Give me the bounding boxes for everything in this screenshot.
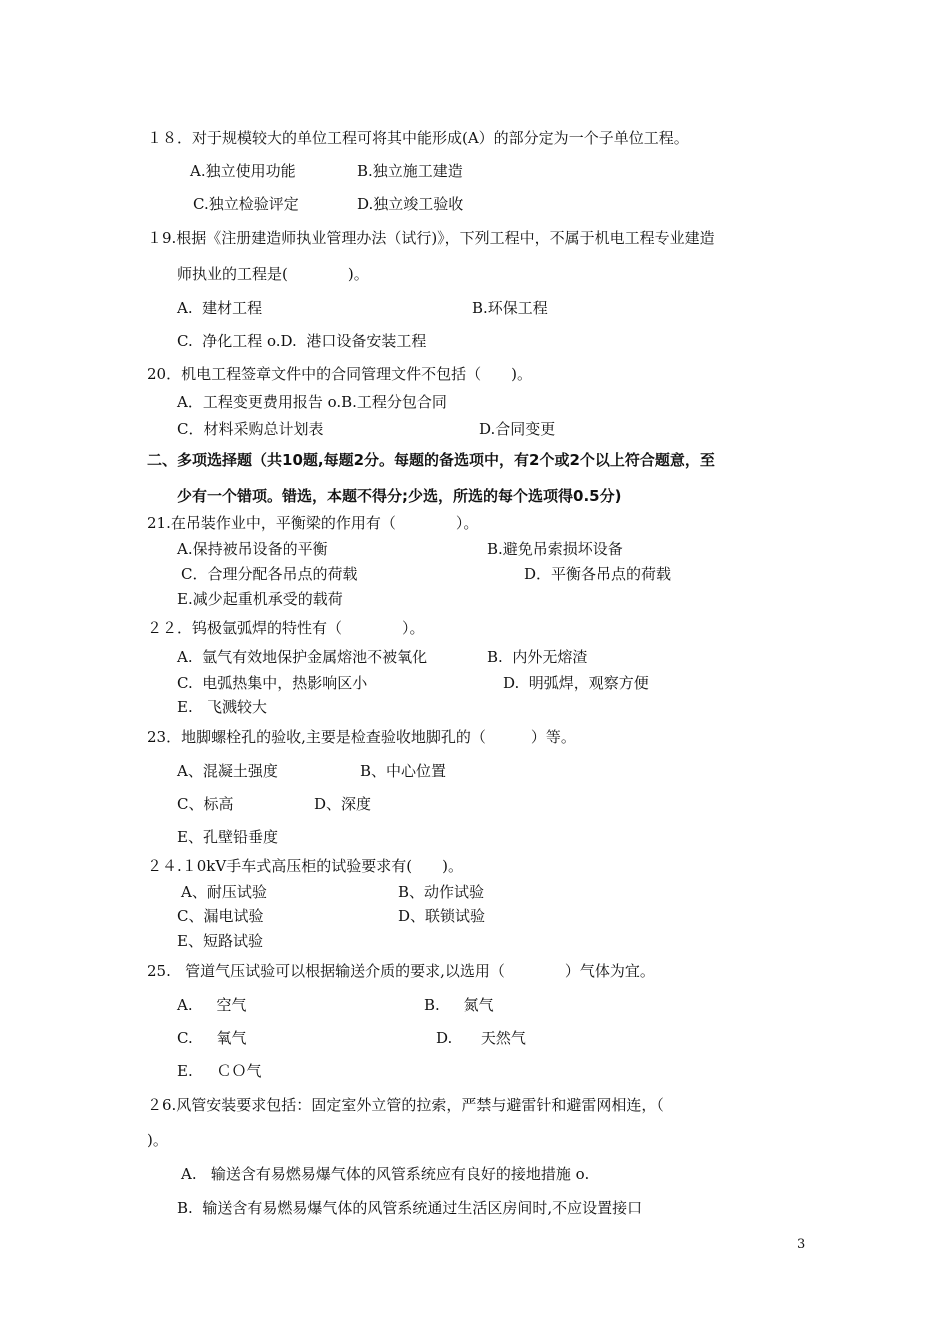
q25-option-b: B. 氮气 xyxy=(424,996,494,1014)
q26-option-a: A. 输送含有易燃易爆气体的风管系统应有良好的接地措施 o. xyxy=(181,1165,590,1183)
q19-stem-line1: １9.根据《注册建造师执业管理办法（试行)》，下列工程中，不属于机电工程专业建造 xyxy=(147,229,715,247)
q21-option-e: E.减少起重机承受的载荷 xyxy=(177,590,343,608)
q22-option-b: B. 内外无熔渣 xyxy=(487,648,588,666)
q25-option-c: C. 氧气 xyxy=(177,1029,247,1047)
q19-option-cd: C. 净化工程 o.D. 港口设备安装工程 xyxy=(177,332,427,350)
q18-option-a: A.独立使用功能 xyxy=(190,162,296,180)
q22-option-d: D. 明弧焊，观察方便 xyxy=(503,674,649,692)
q23-option-b: B、中心位置 xyxy=(360,762,447,780)
q18-option-d: D.独立竣工验收 xyxy=(357,195,464,213)
q24-option-c: C、漏电试验 xyxy=(177,907,264,925)
q23-option-e: E、孔壁铅垂度 xyxy=(177,828,278,846)
q24-option-b: B、动作试验 xyxy=(398,883,485,901)
q18-stem: １８．对于规模较大的单位工程可将其中能形成(A）的部分定为一个子单位工程。 xyxy=(147,129,689,147)
q26-stem-line1: ２6.风管安装要求包括：固定室外立管的拉索，严禁与避雷针和避雷网相连，（ xyxy=(147,1096,664,1114)
q21-stem: 21.在吊装作业中，平衡梁的作用有（ ）。 xyxy=(147,514,479,532)
q20-option-ab: A．工程变更费用报告 o.B.工程分包合同 xyxy=(177,393,447,411)
q24-stem: ２４.１0kV手车式高压柜的试验要求有( )。 xyxy=(147,857,463,875)
q22-stem: ２２．钨极氩弧焊的特性有（ ）。 xyxy=(147,619,425,637)
q23-stem: 23．地脚螺栓孔的验收,主要是检查验收地脚孔的（ ）等。 xyxy=(147,728,576,746)
q26-stem-line2: )。 xyxy=(147,1131,168,1149)
q21-option-d: D．平衡各吊点的荷载 xyxy=(524,565,672,583)
q24-option-e: E、短路试验 xyxy=(177,932,263,950)
q25-option-a: A. 空气 xyxy=(177,996,247,1014)
section-heading-line1: 二、多项选择题（共10题,每题2分。每题的备选项中，有2个或2个以上符合题意，至 xyxy=(147,451,715,469)
q24-option-d: D、联锁试验 xyxy=(398,907,486,925)
q20-option-c: C．材料采购总计划表 xyxy=(177,420,324,438)
q22-option-c: C. 电弧热集中，热影响区小 xyxy=(177,674,368,692)
q25-option-d: D. 天然气 xyxy=(436,1029,526,1047)
q25-option-e: E. ＣＯ气 xyxy=(177,1062,262,1080)
q24-option-a: A、耐压试验 xyxy=(181,883,267,901)
q18-option-b: B.独立施工建造 xyxy=(357,162,463,180)
q22-option-e: E. 飞溅较大 xyxy=(177,698,268,716)
q21-option-b: B.避免吊索损坏设备 xyxy=(487,540,623,558)
q22-option-a: A. 氩气有效地保护金属熔池不被氧化 xyxy=(177,648,428,666)
page-number: 3 xyxy=(797,1237,806,1252)
q19-stem-line2: 师执业的工程是( )。 xyxy=(177,265,369,283)
q26-option-b: B. 输送含有易燃易爆气体的风管系统通过生活区房间时,不应设置接口 xyxy=(177,1199,643,1217)
q19-option-a: A. 建材工程 xyxy=(177,299,263,317)
q21-option-a: A.保持被吊设备的平衡 xyxy=(177,540,328,558)
q23-option-a: A、混凝土强度 xyxy=(177,762,278,780)
q21-option-c: C．合理分配各吊点的荷载 xyxy=(181,565,358,583)
q23-option-c: C、标高 xyxy=(177,795,234,813)
q18-option-c: C.独立检验评定 xyxy=(193,195,299,213)
q20-stem: 20．机电工程签章文件中的合同管理文件不包括（ )。 xyxy=(147,365,532,383)
q23-option-d: D、深度 xyxy=(314,795,372,813)
q25-stem: 25. 管道气压试验可以根据输送介质的要求,以选用（ ）气体为宜。 xyxy=(147,962,655,980)
q20-option-d: D.合同变更 xyxy=(479,420,556,438)
q19-option-b: B.环保工程 xyxy=(472,299,548,317)
section-heading-line2: 少有一个错项。错选，本题不得分;少选，所选的每个选项得0.5分) xyxy=(177,487,622,505)
